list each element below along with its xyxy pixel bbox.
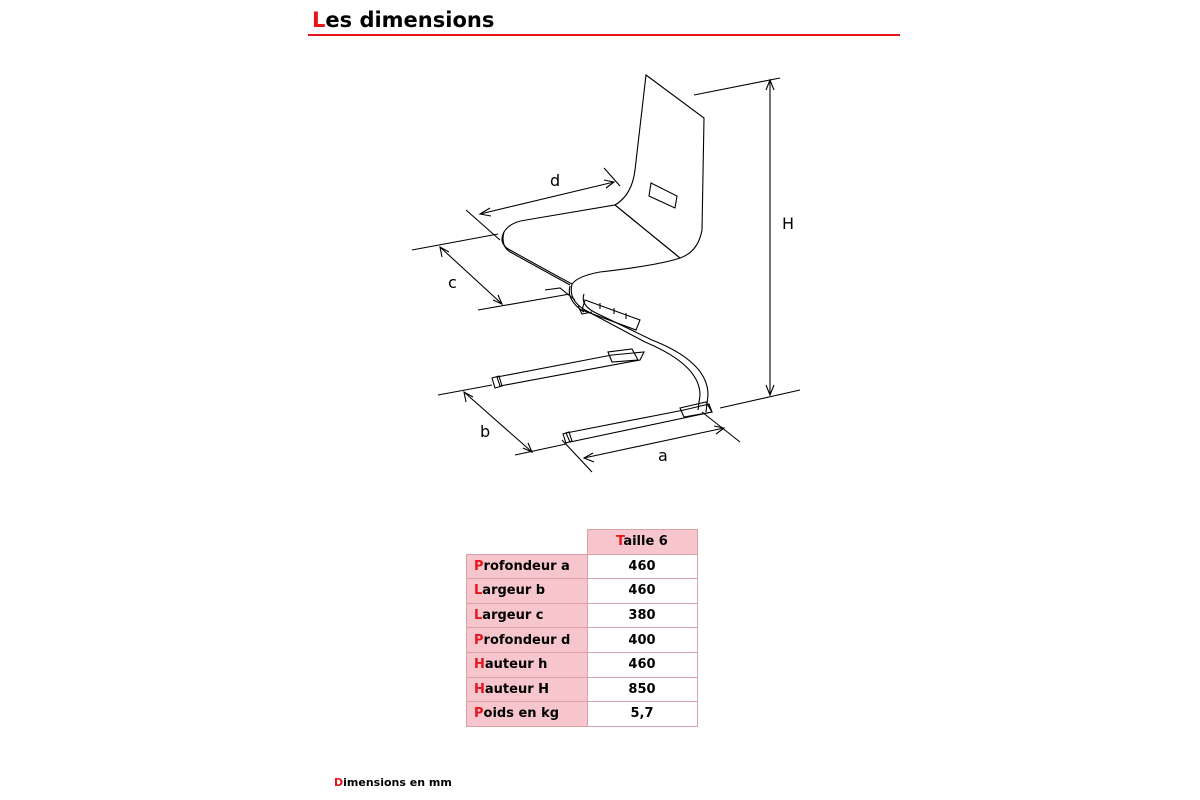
dimension-line-d bbox=[466, 168, 620, 240]
page-title-initial: L bbox=[312, 8, 326, 32]
dimension-label-b: b bbox=[480, 422, 491, 441]
row-value: 5,7 bbox=[587, 702, 697, 727]
row-value: 460 bbox=[587, 579, 697, 604]
row-label: Poids en kg bbox=[467, 702, 588, 727]
table-row bbox=[467, 554, 698, 579]
table-row bbox=[467, 652, 698, 677]
dimension-line-b bbox=[438, 385, 566, 455]
dimension-label-c: c bbox=[448, 273, 457, 292]
row-label: Profondeur a bbox=[467, 554, 588, 579]
row-value: 400 bbox=[587, 628, 697, 653]
chair-dimension-drawing bbox=[400, 60, 820, 480]
row-label: Profondeur d bbox=[467, 628, 588, 653]
front-runner bbox=[566, 404, 712, 442]
units-footnote: Dimensions en mm bbox=[334, 776, 452, 789]
backrest-handle bbox=[649, 183, 677, 208]
chair-backrest bbox=[615, 75, 704, 258]
page-title bbox=[308, 6, 900, 36]
dimension-label-a: a bbox=[658, 446, 668, 465]
chair-frame bbox=[571, 284, 700, 410]
table-row bbox=[467, 603, 698, 628]
dimension-label-H: H bbox=[782, 214, 795, 233]
row-label: Largeur c bbox=[467, 603, 588, 628]
row-value: 460 bbox=[587, 652, 697, 677]
row-label: Hauteur H bbox=[467, 677, 588, 702]
table-row bbox=[467, 702, 698, 727]
rear-runner bbox=[497, 352, 644, 386]
dimension-line-H bbox=[694, 78, 800, 408]
dimensions-table bbox=[466, 529, 698, 727]
table-corner bbox=[467, 530, 588, 555]
row-label: Largeur b bbox=[467, 579, 588, 604]
row-value: 380 bbox=[587, 603, 697, 628]
table-row bbox=[467, 677, 698, 702]
table-row bbox=[467, 579, 698, 604]
size-column-header: Taille 6 bbox=[587, 530, 697, 555]
table-row bbox=[467, 628, 698, 653]
row-value: 460 bbox=[587, 554, 697, 579]
page-title-text: es dimensions bbox=[325, 8, 495, 32]
frame-bracket bbox=[582, 300, 640, 330]
table-header-row bbox=[467, 530, 698, 555]
dimension-label-d: d bbox=[550, 171, 561, 190]
dimension-line-a bbox=[562, 412, 740, 472]
chair-seat bbox=[502, 205, 680, 284]
row-value: 850 bbox=[587, 677, 697, 702]
row-label: Hauteur h bbox=[467, 652, 588, 677]
